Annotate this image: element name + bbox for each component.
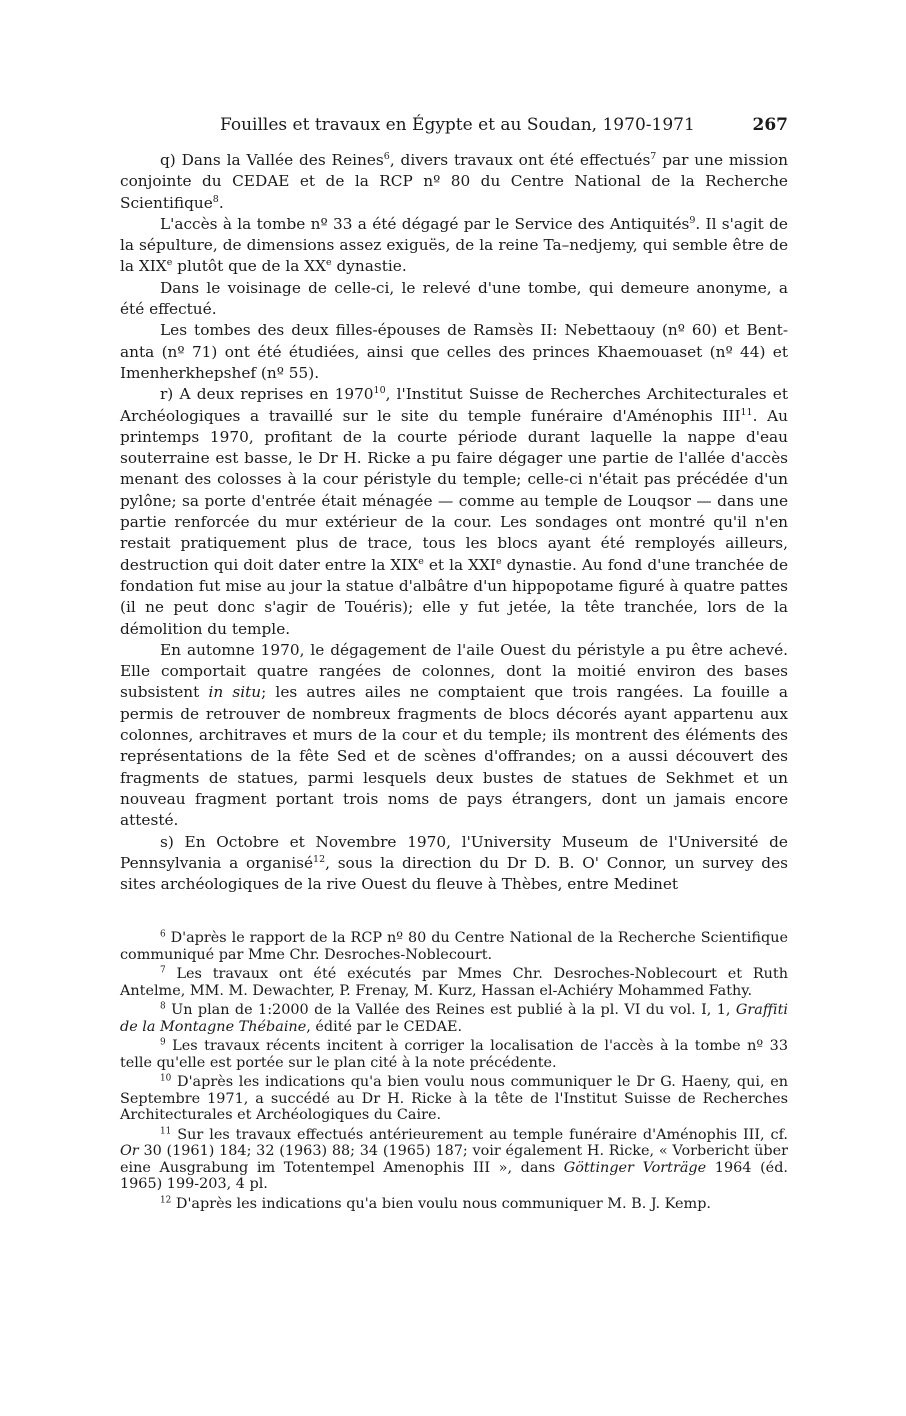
footnote-text: D'après les indications qu'a bien voulu nous communiquer M. B. J. Kemp. <box>171 1195 711 1212</box>
footnote-number: 11 <box>160 1125 172 1136</box>
footnote-number: 9 <box>160 1037 166 1048</box>
text-run: dynastie. Au fond d'une tranchée de fondation fut mise au jour la statue d'albâtre d'un hippopotame figuré à quatre pattes (il ne peut donc s'agir de Touéris); elle y fut jetée, la tête tranchée, lors de la démolition du temple. <box>120 555 789 638</box>
paragraph-anonymous-tomb: Dans le voisinage de celle-ci, le relevé d'une tombe, qui demeure anonyme, a été effectué. <box>120 278 788 319</box>
footnote-text: Les travaux récents incitent à corriger la localisation de l'accès à la tombe nº 33 telle qu'elle est portée sur le plan cité à la note précédente. <box>120 1038 788 1071</box>
footnote-ref-11: 11 <box>740 406 753 418</box>
main-text <box>120 150 788 895</box>
paragraph-ramses-daughters: Les tombes des deux filles-épouses de Ramsès II: Nebettaouy (nº 60) et Bent-anta (nº 71) ont été étudiées, ainsi que celles des princes Khaemouaset (nº 44) et Imenherkhepshef (nº 55). <box>120 321 788 382</box>
superscript-e: e <box>418 555 424 567</box>
text-run: , divers travaux ont été effectués <box>389 151 651 169</box>
footnote-10 <box>120 1074 788 1124</box>
footnote-text: D'après les indications qu'a bien voulu nous communiquer le Dr G. Haeny, qui, en Septembre 1971, a succédé au Dr H. Ricke à la tête de l'Institut Suisse de Recherches Architecturales et Archéologiques du Caire. <box>120 1074 788 1123</box>
running-header <box>120 113 788 137</box>
superscript-e: e <box>166 257 173 269</box>
paragraph-q <box>120 150 788 214</box>
footnote-text: 30 (1961) 184; 32 (1963) 88; 34 (1965) 187; voir également H. Ricke, « Vorbericht über eine Ausgrabung im Totentempel Amenophis III », dans <box>120 1143 788 1176</box>
footnote-text: D'après le rapport de la RCP nº 80 du Centre National de la Recherche Scientifique communiqué par Mme Chr. Desroches-Noblecourt. <box>120 930 788 963</box>
footnote-ref-10: 10 <box>373 385 386 397</box>
text-run: L'accès à la tombe nº 33 a été dégagé par le Service des Antiquités <box>160 214 690 233</box>
footnote-ref-9: 9 <box>689 215 696 227</box>
footnotes <box>120 930 788 1215</box>
footnote-number: 10 <box>160 1073 172 1084</box>
paragraph-autumn-1970 <box>120 640 788 832</box>
footnote-text: Sur les travaux effectués antérieurement au temple funéraire d'Aménophis III, cf. <box>171 1126 788 1143</box>
footnote-11 <box>120 1127 788 1193</box>
text-run: , l'Institut Suisse de Recherches Architecturales et Archéologiques a travaillé sur le site du temple funéraire d'Aménophis III <box>120 385 788 425</box>
italic-title: Graffiti de la Montagne Thébaine <box>120 1002 788 1035</box>
footnote-ref-7: 7 <box>650 151 657 163</box>
italic-title: Göttinger Vorträge <box>563 1159 707 1176</box>
footnote-number: 12 <box>160 1194 172 1205</box>
footnote-8 <box>120 1002 788 1035</box>
text-run: . <box>218 193 224 212</box>
footnote-ref-6: 6 <box>383 151 390 163</box>
text-run: plutôt que de la XX <box>172 257 326 276</box>
text-run: ; les autres ailes ne comptaient que trois rangées. La fouille a permis de retrouver de nombreux fragments de blocs décorés ayant appartenu aux colonnes, architraves et murs de la cour et du temple; ils montrent des éléments des représentations de la fête Sed et de scènes d'offrandes; on a aussi découvert des fragments de statues, parmi lesquels deux bustes de statues de Sekhmet et un nouveau fragment portant trois noms de pays étrangers, dont un jamais encore attesté. <box>120 683 788 830</box>
footnote-text: 1964 (éd. 1965) 199-203, 4 pl. <box>120 1159 788 1192</box>
italic-term: in situ <box>208 683 262 702</box>
text-run: et la XXI <box>423 555 496 574</box>
footnote-7 <box>120 966 788 999</box>
footnote-number: 7 <box>160 965 166 976</box>
footnote-ref-8: 8 <box>212 193 219 205</box>
text-run: s) En Octobre et Novembre 1970, l'University Museum de l'Université de Pennsylvania a organisé <box>120 832 788 872</box>
text-run: . Au printemps 1970, profitant de la courte période durant laquelle la nappe d'eau souterraine est basse, le Dr H. Ricke a pu faire dégager une partie de l'allée d'accès menant des colosses à la cour péristyle du temple; celle-ci n'était pas précédée d'un pylône; sa porte d'entrée était ménagée — comme au temple de Louqsor — dans une partie renforcée du mur extérieur de la cour. Les sondages ont montré qu'il n'en restait pratiquement plus de trace, tous les blocs ayant été remployés ailleurs, destruction qui doit dater entre la XIX <box>120 406 789 574</box>
running-title: Fouilles et travaux en Égypte et au Soudan, 1970-1971 <box>220 115 695 135</box>
text-run: . Il s'agit de la sépulture, de dimensions assez exiguës, de la reine Ta–nedjemy, qui semble être de la XIX <box>120 214 788 276</box>
text-run: , sous la direction du Dr D. B. O' Connor, un survey des sites archéologiques de la rive Ouest du fleuve à Thèbes, entre Medinet <box>120 853 788 894</box>
footnote-9 <box>120 1038 788 1071</box>
footnote-number: 8 <box>160 1001 166 1012</box>
superscript-e: e <box>495 555 502 567</box>
footnote-12 <box>120 1196 788 1213</box>
footnote-number: 6 <box>160 929 166 940</box>
paragraph-tomb-33 <box>120 214 788 278</box>
text-run: r) A deux reprises en 1970 <box>160 385 374 404</box>
footnote-text: , édité par le CEDAE. <box>306 1018 463 1035</box>
text-run: par une mission conjointe du CEDAE et de la RCP nº 80 du Centre National de la Recherche Scientifique <box>120 151 788 212</box>
footnote-text: Un plan de 1:2000 de la Vallée des Reines est publié à la pl. VI du vol. I, 1, <box>165 1002 736 1018</box>
paragraph-s <box>120 832 788 896</box>
italic-title: Or <box>120 1143 139 1159</box>
page-number: 267 <box>752 115 788 135</box>
footnote-ref-12: 12 <box>313 853 326 865</box>
text-run: En automne 1970, le dégagement de l'aile Ouest du péristyle a pu être achevé. Elle comportait quatre rangées de colonnes, dont la moitié environ des bases subsistent <box>120 640 788 702</box>
paragraph-r <box>120 384 788 640</box>
superscript-e: e <box>326 257 332 269</box>
text-run: q) Dans la Vallée des Reines <box>160 151 384 169</box>
text-run: dynastie. <box>331 257 407 276</box>
footnote-6 <box>120 930 788 963</box>
footnote-text: Les travaux ont été exécutés par Mmes Chr. Desroches-Noblecourt et Ruth Antelme, MM. M. Dewachter, P. Frenay, M. Kurz, Hassan el-Achiéry Mohammed Fathy. <box>120 966 788 999</box>
